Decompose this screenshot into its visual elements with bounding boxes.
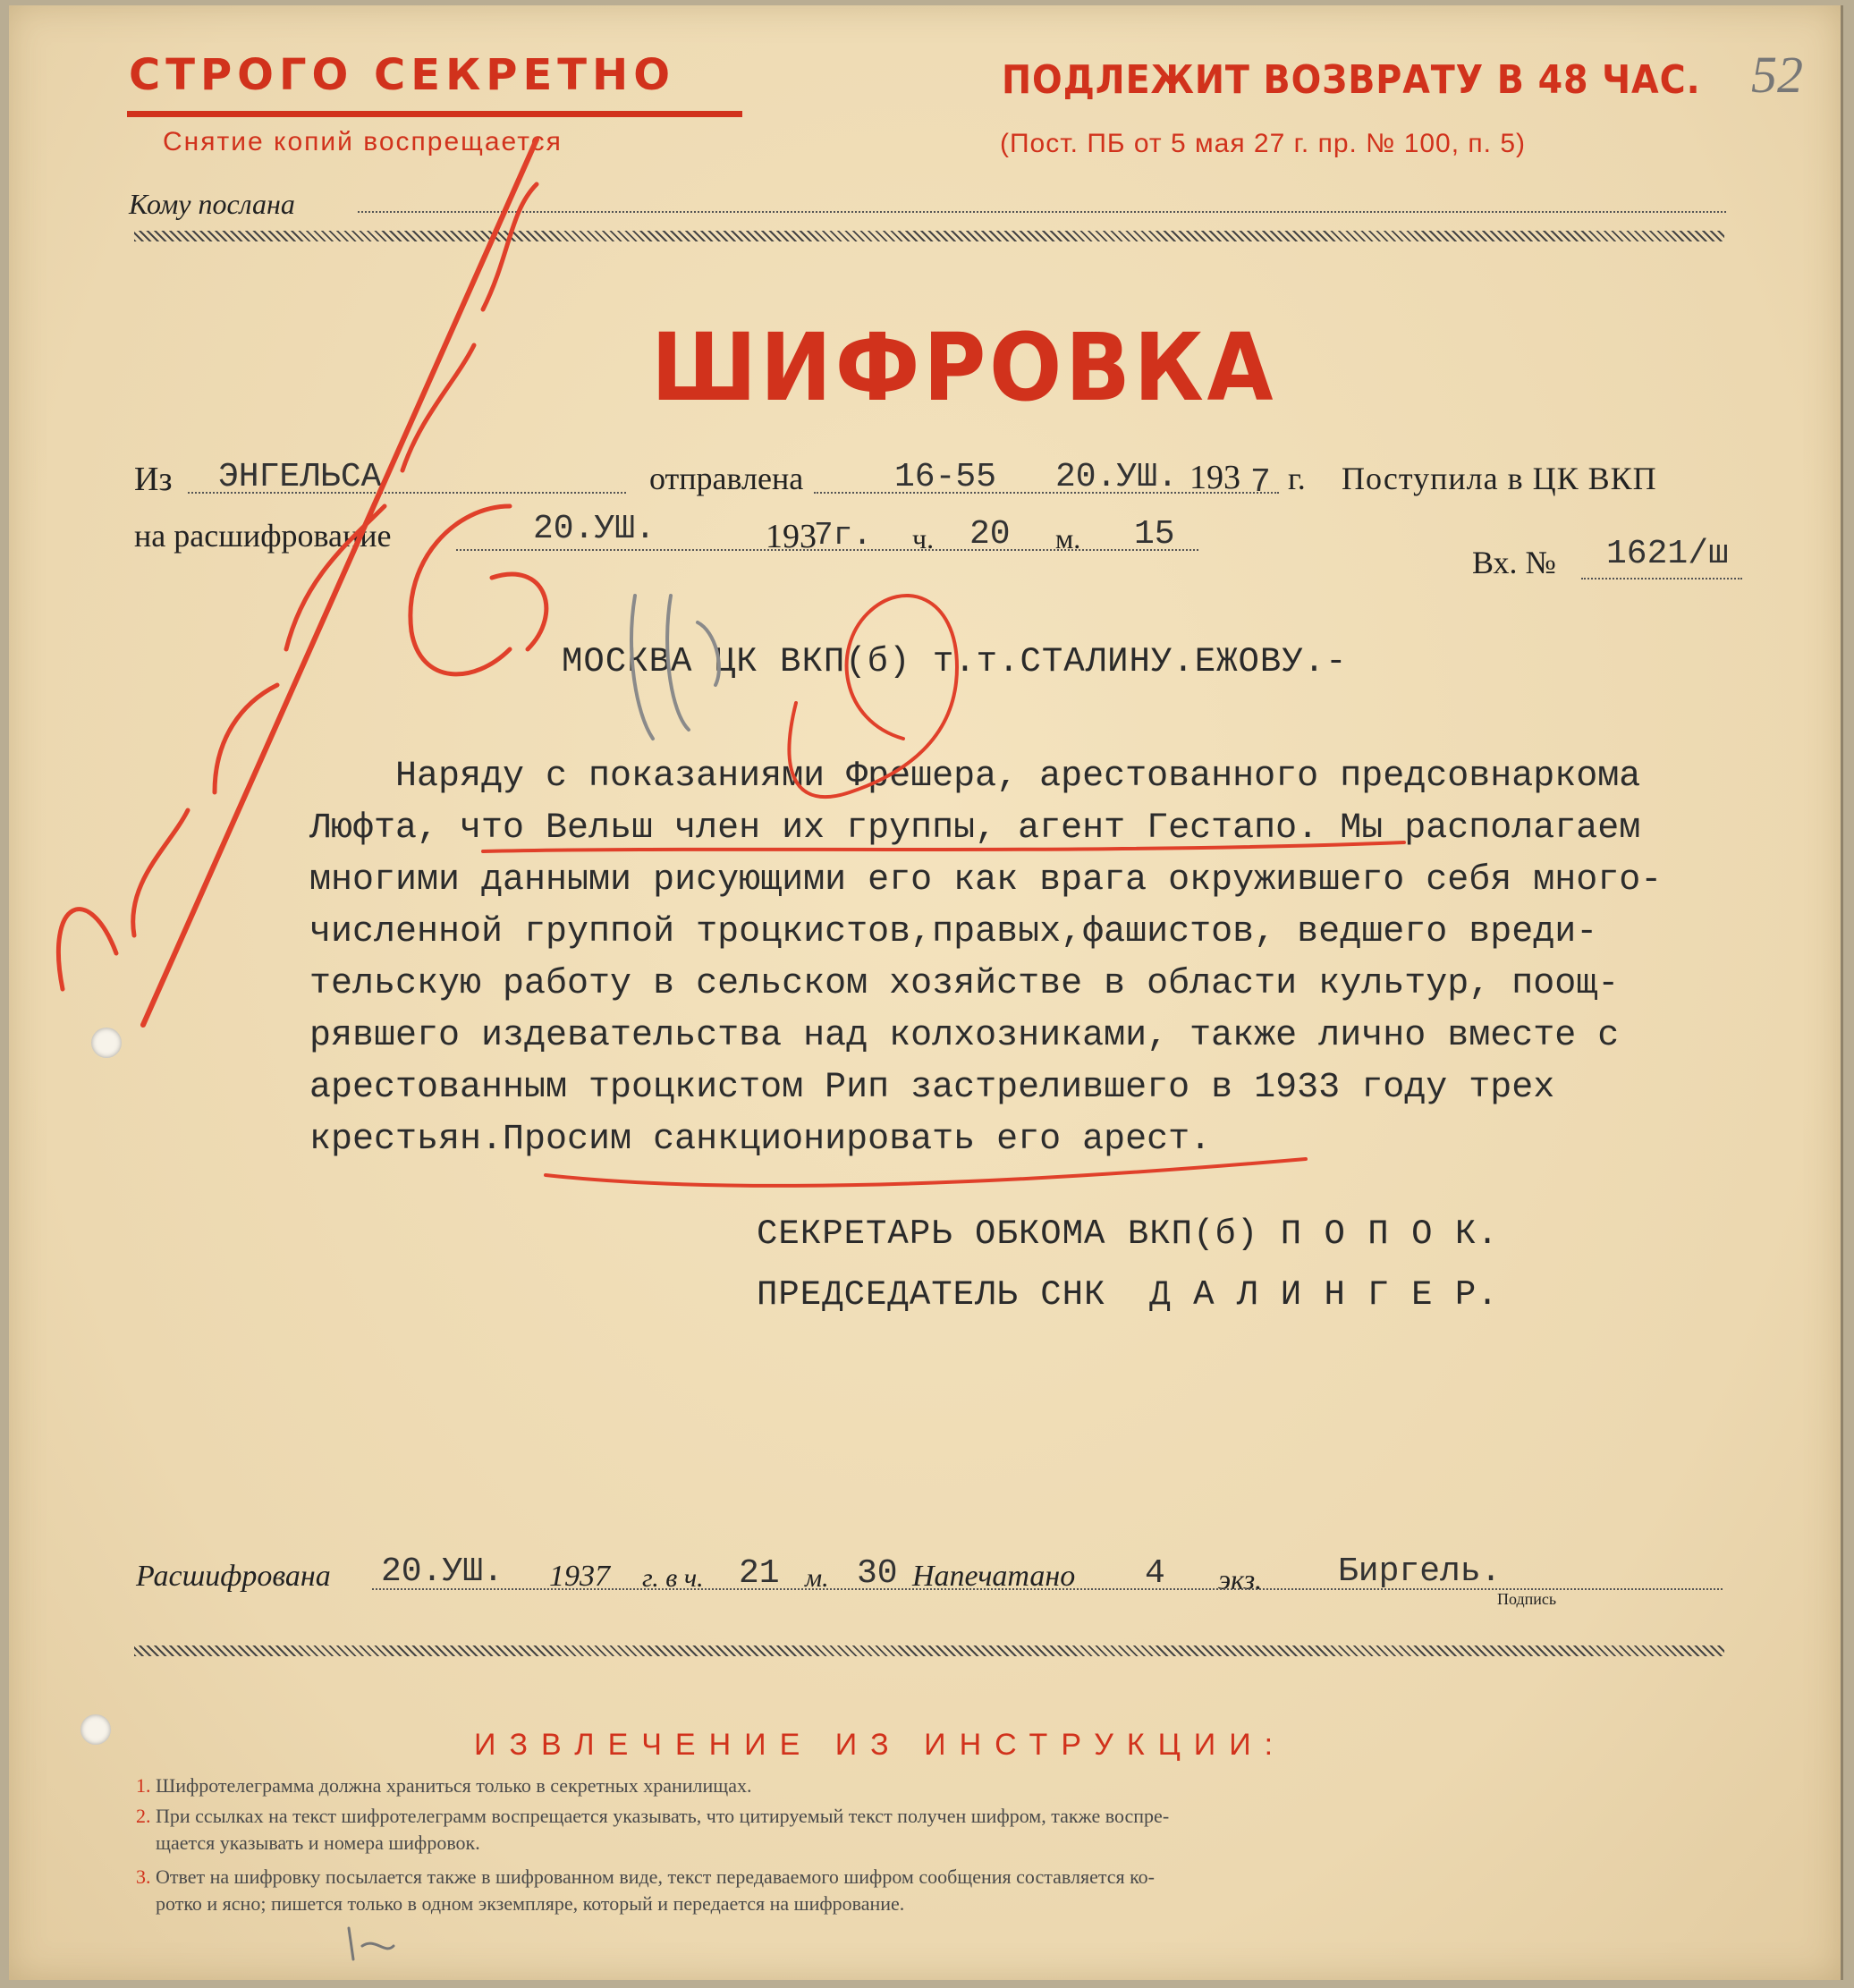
instruction-2 [136, 1805, 1169, 1828]
sent-time: 16-55 [894, 458, 997, 496]
body-line: рявшего издевательства над колхозниками, также лично вместе с [309, 1016, 1620, 1056]
copies-label: экз. [1218, 1563, 1263, 1595]
from-line [188, 492, 626, 494]
instruction-text: щается указывать и номера шифровок. [156, 1831, 480, 1854]
incoming-line [1581, 578, 1742, 579]
decrypt-year-digit: 7г. [814, 517, 872, 554]
header-divider [134, 231, 1724, 241]
instruction-text: Ответ на шифровку посылается также в шифрованном виде, текст передаваемого шифром сообщения составляется ко- [156, 1865, 1155, 1888]
decrypted-year: 1937 [549, 1560, 610, 1593]
decrypted-hour-label: г. в ч. [642, 1563, 704, 1593]
punch-hole-top [91, 1028, 122, 1058]
from-city: ЭНГЕЛЬСА [218, 458, 382, 496]
instruction-number: 1. [136, 1774, 151, 1797]
stamp-underline [127, 111, 742, 117]
body-line: арестованным троцкистом Рип застрелившего в 1933 году трех [309, 1068, 1555, 1108]
document-sheet [9, 5, 1843, 1980]
body-line: Наряду с показаниями Фрешера, арестованного предсовнаркома [309, 757, 1641, 797]
decrypt-year: 193 [766, 518, 817, 555]
instruction-1 [136, 1774, 751, 1798]
sent-date: 20.УШ. [1055, 458, 1178, 496]
hour-label: ч. [912, 522, 935, 554]
body-line: Люфта, что Вельш член их группы, агент Гестапо. Мы располагаем [309, 808, 1641, 849]
instruction-number: 2. [136, 1805, 151, 1827]
no-copies-notice: Снятие копий воспрещается [163, 127, 563, 157]
incoming-number: 1621/ш [1606, 535, 1729, 573]
strictly-secret-stamp: СТРОГО СЕКРЕТНО [129, 50, 675, 100]
instruction-2-cont [156, 1831, 480, 1855]
body-line: тельскую работу в сельском хозяйстве в области культур, поощ- [309, 964, 1620, 1004]
sent-year-suffix: г. [1288, 461, 1306, 496]
sent-year-digit: 7 [1250, 463, 1271, 502]
decrypt-label: на расшифрование [134, 518, 392, 554]
instruction-3 [136, 1865, 1155, 1889]
page-number: 52 [1751, 46, 1803, 104]
red-pencil-large-loop [411, 506, 546, 674]
incoming-label: Вх. № [1472, 545, 1556, 580]
body-line: многими данными рисующими его как врага окружившего себя много- [309, 860, 1663, 901]
sent-line [814, 492, 1279, 494]
decrypt-line [456, 549, 1198, 551]
min-label: м. [1055, 522, 1081, 554]
printed-label: Напечатано [912, 1560, 1076, 1593]
instruction-text: Шифротелеграмма должна храниться только в секретных хранилищах. [156, 1774, 752, 1797]
decrypted-min: 30 [857, 1554, 898, 1593]
sent-to-line [358, 211, 1726, 213]
instructions-title: ИЗВЛЕЧЕНИЕ ИЗ ИНСТРУКЦИИ: [474, 1728, 1287, 1762]
decrypted-date: 20.УШ. [381, 1552, 504, 1591]
instruction-text: При ссылках на текст шифротелеграмм воспрещается указывать, что цитируемый текст получен шифром, также воспре- [156, 1805, 1170, 1827]
decrypted-label: Расшифрована [136, 1560, 331, 1593]
copies-count: 4 [1145, 1554, 1165, 1593]
sent-label: отправлена [649, 461, 804, 496]
signature-secretary: СЕКРЕТАРЬ ОБКОМА ВКП(б) П О П О К. [757, 1214, 1499, 1254]
decrypt-date: 20.УШ. [533, 510, 656, 548]
decrypt-minute: 15 [1134, 515, 1175, 554]
instruction-number: 3. [136, 1865, 151, 1888]
body-line: крестьян.Просим санкционировать его арест. [309, 1120, 1212, 1160]
footer-divider [134, 1645, 1724, 1656]
received-label: Поступила в ЦК ВКП [1342, 461, 1657, 496]
return-deadline-stamp: ПОДЛЕЖИТ ВОЗВРАТУ В 48 ЧАС. [1002, 57, 1701, 103]
grey-pencil-bottom-mark [349, 1928, 394, 1959]
resolution-reference: (Пост. ПБ от 5 мая 27 г. пр. № 100, п. 5) [1000, 129, 1527, 158]
instruction-text: ротко и ясно; пишется только в одном экземпляре, который и передается на шифрование. [156, 1892, 905, 1915]
signature-label: Подпись [1497, 1590, 1557, 1608]
decrypted-hour: 21 [739, 1554, 780, 1593]
message-body [309, 751, 1662, 1166]
signature-chairman: ПРЕДСЕДАТЕЛЬ СНК Д А Л И Н Г Е Р. [757, 1275, 1499, 1315]
instruction-3-cont [156, 1892, 904, 1916]
decrypt-hour: 20 [969, 515, 1011, 554]
signer-name: Биргель. [1338, 1552, 1502, 1591]
decrypted-min-label: м. [805, 1563, 829, 1593]
sent-year-prefix: 193 [1189, 459, 1240, 496]
from-label: Из [134, 461, 173, 498]
punch-hole-bottom [80, 1714, 111, 1745]
document-title: ШИФРОВКА [651, 313, 1277, 422]
sent-to-label: Кому послана [129, 188, 295, 220]
addressee-line: МОСКВА ЦК ВКП(б) т.т.СТАЛИНУ.ЕЖОВУ.- [562, 642, 1348, 681]
footer-line [372, 1588, 1723, 1590]
body-line: численной группой троцкистов,правых,фашистов, ведшего вреди- [309, 912, 1598, 952]
